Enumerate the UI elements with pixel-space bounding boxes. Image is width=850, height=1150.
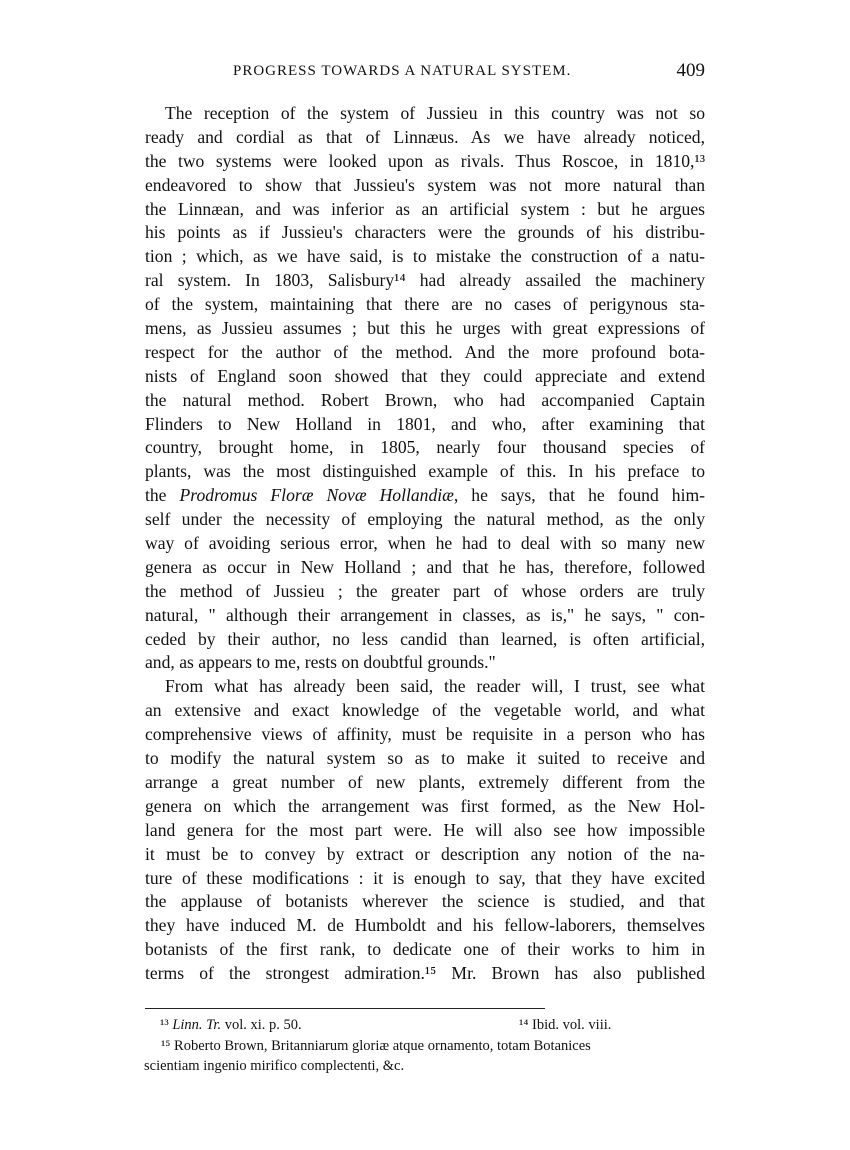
text-line: country, brought home, in 1805, nearly four thousand species of [145,437,705,458]
text-line-italic-title: the Prodromus Floræ Novæ Hollandiæ, he says, that he found him- [145,485,705,506]
text-line: the Linnæan, and was inferior as an artificial system : but he argues [145,198,705,219]
text-line: The reception of the system of Jussieu in this country was not so [165,103,705,123]
footnote-15: ¹⁵ Roberto Brown, Britanniarum gloriæ atque ornamento, totam Botanices [161,1038,591,1054]
page-number: 409 [676,60,705,81]
text-line: mens, as Jussieu assumes ; but this he urges with great expressions of [145,318,705,339]
text-line: his points as if Jussieu's characters were the grounds of his distribu- [145,222,705,243]
text-line: the two systems were looked upon as rivals. Thus Roscoe, in 1810,¹³ [145,150,705,171]
text-line: comprehensive views of affinity, must be requisite in a person who has [145,724,705,745]
text-line: From what has already been said, the reader will, I trust, see what [165,676,705,697]
footnote-row [145,1015,705,1036]
text-line: land genera for the most part were. He will also see how impossible [145,819,705,840]
text-line: ready and cordial as that of Linnæus. As we have already noticed, [145,126,705,147]
text-line: terms of the strongest admiration.¹⁵ Mr. Brown has also published [145,963,705,984]
text-line: way of avoiding serious error, when he had to deal with so many new [145,533,705,554]
text-line: self under the necessity of employing the natural method, as the only [145,509,705,530]
text-line: an extensive and exact knowledge of the vegetable world, and what [145,700,705,721]
text-line: botanists of the first rank, to dedicate one of their works to him in [145,939,705,960]
text-line: genera on which the arrangement was first formed, as the New Hol- [145,795,705,816]
footnote-divider [145,1008,545,1009]
text-line: natural, " although their arrangement in classes, as is," he says, " con- [145,604,705,625]
text-line: Flinders to New Holland in 1801, and who, after examining that [145,413,705,434]
text-line: and, as appears to me, rests on doubtful grounds." [145,652,496,673]
text-line: the applause of botanists wherever the science is studied, and that [145,891,705,912]
footnote-13: ¹³ Linn. Tr. vol. xi. p. 50. [160,1017,302,1033]
text-line: ceded by their author, no less candid than learned, is often artificial, [145,628,705,649]
footnote-14: ¹⁴ Ibid. vol. viii. [519,1017,612,1033]
text-line: the method of Jussieu ; the greater part of whose orders are truly [145,580,705,601]
text-line: it must be to convey by extract or description any notion of the na- [145,843,705,864]
text-line: of the system, maintaining that there are no cases of perigynous sta- [145,294,705,315]
body-text [145,102,705,986]
text-line: endeavored to show that Jussieu's system was not more natural than [145,174,705,195]
text-line: respect for the author of the method. And the more profound bota- [145,341,705,362]
text-line: to modify the natural system so as to make it suited to receive and [145,748,705,769]
text-line: they have induced M. de Humboldt and his fellow-laborers, themselves [145,915,705,936]
text-line: ture of these modifications : it is enough to say, that they have excited [145,867,705,888]
text-line: genera as occur in New Holland ; and that he has, therefore, followed [145,556,705,577]
text-line: the natural method. Robert Brown, who had accompanied Captain [145,389,705,410]
page-header [145,60,705,89]
text-line: ral system. In 1803, Salisbury¹⁴ had already assailed the machinery [145,270,705,291]
footnote-15-continued: scientiam ingenio mirifico complectenti, &c. [144,1058,405,1074]
text-line: tion ; which, as we have said, is to mistake the construction of a natu- [145,246,705,267]
text-line: nists of England soon showed that they could appreciate and extend [145,365,705,386]
text-line: plants, was the most distinguished example of this. In his preface to [145,461,705,482]
footnotes [145,1015,705,1076]
text-line: arrange a great number of new plants, extremely different from the [145,771,705,792]
running-head: PROGRESS TOWARDS A NATURAL SYSTEM. [233,63,572,79]
